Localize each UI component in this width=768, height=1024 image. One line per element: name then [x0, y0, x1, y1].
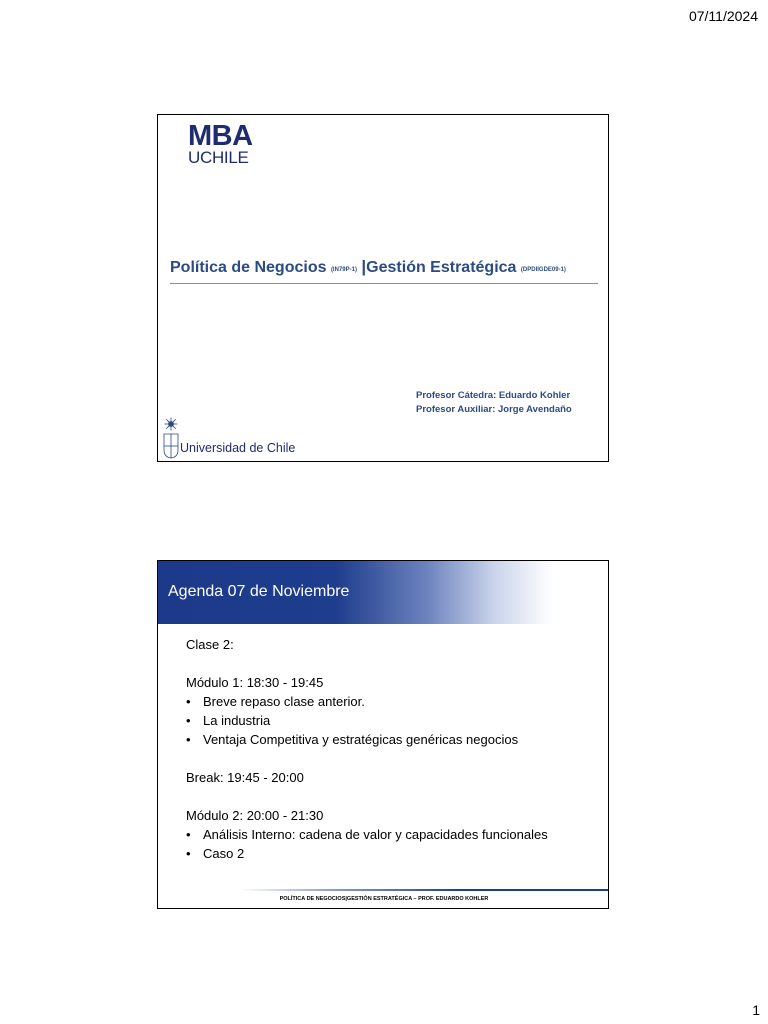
agenda-title: Agenda 07 de Noviembre	[168, 583, 350, 600]
course-name-1: Política de Negocios	[170, 259, 327, 276]
slide-1-title	[157, 114, 609, 462]
mba-uchile-logo	[188, 121, 268, 165]
list-item: • Análisis Interno: cadena de valor y capacidades funcionales	[186, 827, 548, 842]
list-item: • La industria	[186, 713, 271, 728]
uchile-logo-text: UCHILE	[188, 148, 249, 167]
break-label: Break: 19:45 - 20:00	[186, 770, 304, 785]
title-separator: |	[361, 257, 367, 276]
slide-2-agenda	[157, 560, 609, 909]
mba-logo-text: MBA	[188, 120, 253, 152]
list-item: • Ventaja Competitiva y estratégicas genéricas negocios	[186, 732, 519, 747]
title-divider	[170, 283, 598, 284]
agenda-body	[186, 635, 596, 863]
list-item: • Breve repaso clase anterior.	[186, 694, 365, 709]
course-code-1: (IN79P-1)	[330, 267, 357, 273]
page-number: 1	[752, 1002, 760, 1018]
professors-block	[416, 389, 572, 417]
professor-auxiliar: Profesor Auxiliar: Jorge Avendaño	[416, 404, 572, 415]
slide-footer: POLÍTICA DE NEGOCIOS|GESTIÓN ESTRATÉGICA – PROF. EDUARDO KOHLER	[279, 896, 489, 902]
class-label: Clase 2:	[186, 637, 234, 652]
professor-catedra: Profesor Cátedra: Eduardo Kohler	[416, 390, 571, 401]
module-2-heading: Módulo 2: 20:00 - 21:30	[186, 808, 324, 823]
course-name-2: Gestión Estratégica	[366, 259, 517, 276]
slide-1-heading	[170, 257, 600, 277]
course-code-2: (DPDIIGDE09-1)	[520, 267, 566, 273]
list-item: • Caso 2	[186, 846, 245, 861]
module-1-heading: Módulo 1: 18:30 - 19:45	[186, 675, 324, 690]
agenda-header-bar	[158, 561, 553, 624]
university-name: Universidad de Chile	[180, 441, 296, 455]
footer-divider	[240, 889, 609, 891]
university-crest-icon	[162, 417, 180, 459]
page-date: 07/11/2024	[688, 8, 758, 24]
